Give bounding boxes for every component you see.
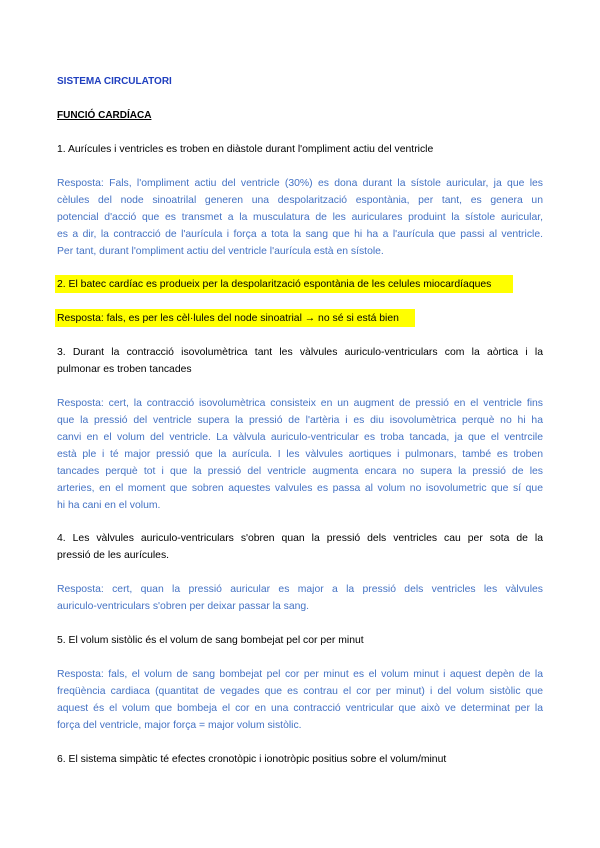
- question-3-line: 3. Durant la contracció isovolumètrica tant les vàlvules auriculo-ventriculars com la aòrtica i la: [57, 347, 543, 358]
- answer-3-line: que la pressió del ventricle supera la pressió de l'artèria i es diu isovolumètrica perquè no hi ha: [57, 415, 543, 426]
- question-2: 2. El batec cardíac es produeix per la despolarització espontània de les celules miocardíaques: [57, 279, 492, 290]
- answer-1-line: Per tant, durant l'ompliment actiu del ventricle l'aurícula està en sístole.: [57, 246, 384, 257]
- answer-4-line: Resposta: cert, quan la pressió auricular es major a la pressió dels ventricles les vàlvules: [57, 584, 543, 595]
- answer-1-line: es a dir, la contracció de l'aurícula i força a tota la sang que hi ha a l'aurícula que passi al ventricle.: [57, 229, 543, 240]
- answer-5-line: Resposta: fals, el volum de sang bombejat pel cor per minut es el volum minut i aquest depèn de la: [57, 669, 543, 680]
- answer-2: Resposta: fals, es per les cèl·lules del node sinoatrial → no sé si está bien: [57, 313, 399, 324]
- answer-5-line: força del ventricle, major força = major volum sistòlic.: [57, 720, 302, 731]
- question-4-line: pressió de les aurícules.: [57, 550, 170, 561]
- question-6: 6. El sistema simpàtic té efectes cronotòpic i ionotròpic positius sobre el volum/minut: [57, 754, 447, 765]
- question-5: 5. El volum sistòlic és el volum de sang bombejat pel cor per minut: [57, 635, 364, 646]
- answer-3-line: canvi en el volum del ventricle. La vàlvula auriculo-ventricular es troba tancada, ja que el ventrcile: [57, 432, 543, 443]
- answer-5-line: aquest és el volum que bombeja el cor en una contracció ventricular que això ve determinat per la: [57, 703, 543, 714]
- doc-title: SISTEMA CIRCULATORI: [57, 76, 172, 87]
- answer-1-line: potencial d'acció que es transmet a la musculatura de les auriculares produint la sístole auricular,: [57, 212, 543, 223]
- answer-5-line: freqüència cardiaca (quantitat de vegades que es contrau el cor per minut) i del volum sistòlic que: [57, 686, 543, 697]
- answer-3-line: tancades perquè tot i que la pressió del ventricle augmenta encara no supera la pressió de les: [57, 466, 543, 477]
- question-3-line: pulmonar es troben tancades: [57, 364, 192, 375]
- section-heading: FUNCIÓ CARDÍACA: [57, 110, 152, 121]
- answer-3-line: Resposta: cert, la contracció isovolumètrica consisteix en un augment de pressió en el ventricle fins: [57, 398, 543, 409]
- answer-3-line: arteries, en el moment que sobren aquestes valvules es passa al volum no isovolumetric que sí que: [57, 483, 543, 494]
- answer-3-line: està ple i té major pressió que la aurícula. I les vàlvules aortiques i pulmonars, també es troben: [57, 449, 543, 460]
- answer-1-line: Resposta: Fals, l'ompliment actiu del ventricle (30%) es dona durant la sístole auricular, ja que les: [57, 178, 543, 189]
- answer-3-line: hi ha cani en el volum.: [57, 500, 161, 511]
- question-1: 1. Aurícules i ventricles es troben en diàstole durant l'ompliment actiu del ventricle: [57, 144, 434, 155]
- question-4-line: 4. Les vàlvules auriculo-ventriculars s'obren quan la pressió dels ventricles cau per sota de la: [57, 533, 543, 544]
- answer-4-line: auriculo-ventriculars s'obren per deixar passar la sang.: [57, 601, 310, 612]
- answer-1-line: cèlules del node sinoatrilal generen una despolarització espontània, per tant, es genera un: [57, 195, 543, 206]
